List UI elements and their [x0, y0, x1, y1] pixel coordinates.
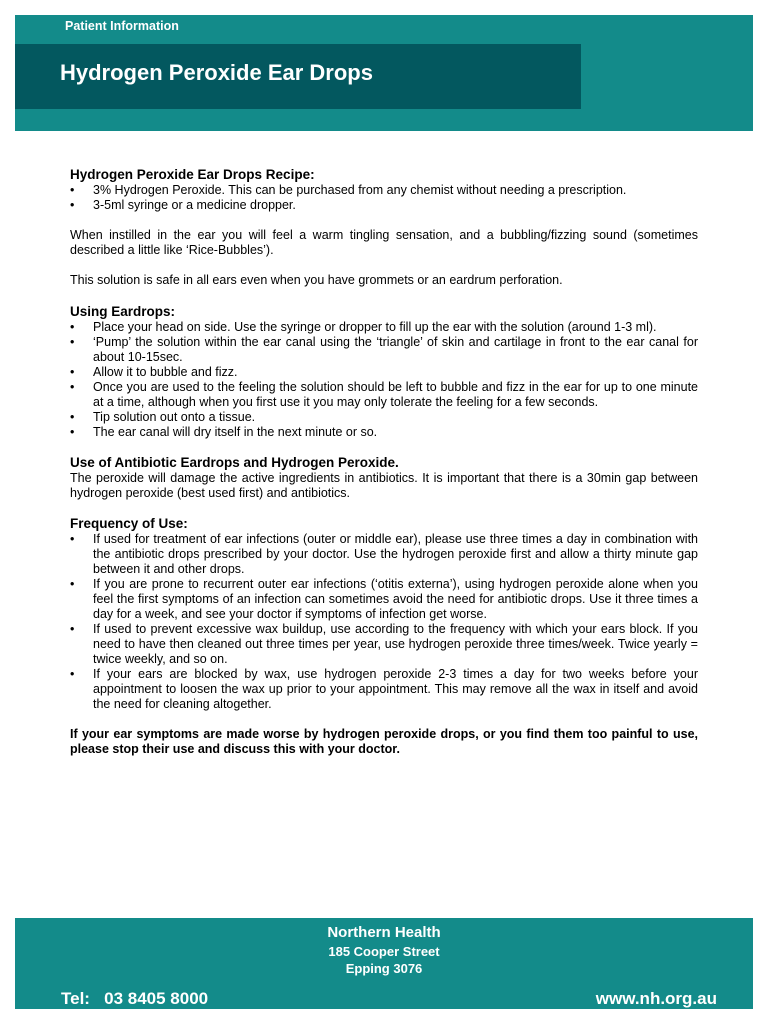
telephone-number: Tel: 03 8405 8000 [61, 989, 209, 1008]
page-title: Hydrogen Peroxide Ear Drops [60, 60, 373, 85]
recipe-heading: Hydrogen Peroxide Ear Drops Recipe: [70, 167, 315, 182]
frequency-list [70, 532, 698, 712]
warning-paragraph: If your ear symptoms are made worse by hydrogen peroxide drops, or you find them too painful to use, please stop their use and discuss this with your doctor. [70, 727, 698, 756]
list-item: • If used to prevent excessive wax buildup, use according to the frequency with which your ears block. If you need to have then cleaned out three times per year, use hydrogen peroxide three times/week. Twice yearly = twice weekly, and so on. [70, 622, 698, 667]
using-eardrops-heading: Using Eardrops: [70, 304, 176, 319]
list-item: • ‘Pump’ the solution within the ear canal using the ‘triangle’ of skin and cartilage in front to the ear canal for about 10-15sec. [70, 335, 698, 365]
list-item: • The ear canal will dry itself in the next minute or so. [70, 425, 698, 440]
list-item: • If used for treatment of ear infections (outer or middle ear), please use three times a day in combination with the antibiotic drops prescribed by your doctor. Use the hydrogen peroxide first and allow a thirty minute gap between it and other drops. [70, 532, 698, 577]
header-banner [15, 15, 753, 131]
list-item: • Allow it to bubble and fizz. [70, 365, 698, 380]
organization-name: Northern Health [327, 924, 441, 941]
title-band [15, 44, 581, 109]
list-item: • If you are prone to recurrent outer ear infections (‘otitis externa’), using hydrogen peroxide alone when you feel the first symptoms of an infection can sometimes avoid the need for antibiotic drops. Use it three times a day for a week, and see your doctor if symptoms of infection get worse. [70, 577, 698, 622]
address-line-2: Epping 3076 [345, 961, 423, 976]
using-eardrops-list [70, 320, 698, 440]
sensation-paragraph: When instilled in the ear you will feel a warm tingling sensation, and a bubbling/fizzing sound (sometimes described a little like ‘Rice-Bubbles’). [70, 228, 698, 257]
website-link[interactable]: www.nh.org.au [595, 989, 717, 1008]
list-item: • If your ears are blocked by wax, use hydrogen peroxide 2-3 times a day for two weeks before your appointment to loosen the wax up prior to your appointment. This may remove all the wax in itself and avoid the need for cleaning altogether. [70, 667, 698, 712]
address-line-1: 185 Cooper Street [328, 944, 440, 959]
list-item: • Once you are used to the feeling the solution should be left to bubble and fizz in the ear for up to one minute at a time, although when you first use it you may only tolerate the feeling for a few seconds. [70, 380, 698, 410]
safety-paragraph: This solution is safe in all ears even when you have grommets or an eardrum perforation. [70, 273, 563, 287]
list-item: • 3% Hydrogen Peroxide. This can be purchased from any chemist without needing a prescription. [70, 183, 698, 198]
document-body [70, 166, 698, 757]
header-subtitle: Patient Information [65, 19, 179, 33]
list-item: • 3-5ml syringe or a medicine dropper. [70, 198, 698, 213]
list-item: • Place your head on side. Use the syringe or dropper to fill up the ear with the solution (around 1-3 ml). [70, 320, 698, 335]
frequency-heading: Frequency of Use: [70, 516, 188, 531]
list-item: • Tip solution out onto a tissue. [70, 410, 698, 425]
antibiotic-heading: Use of Antibiotic Eardrops and Hydrogen Peroxide. [70, 455, 399, 470]
footer-banner [15, 918, 753, 1009]
antibiotic-paragraph: The peroxide will damage the active ingredients in antibiotics. It is important that there is a 30min gap between hydrogen peroxide (best used first) and antibiotics. [70, 471, 698, 500]
recipe-list [70, 183, 698, 213]
